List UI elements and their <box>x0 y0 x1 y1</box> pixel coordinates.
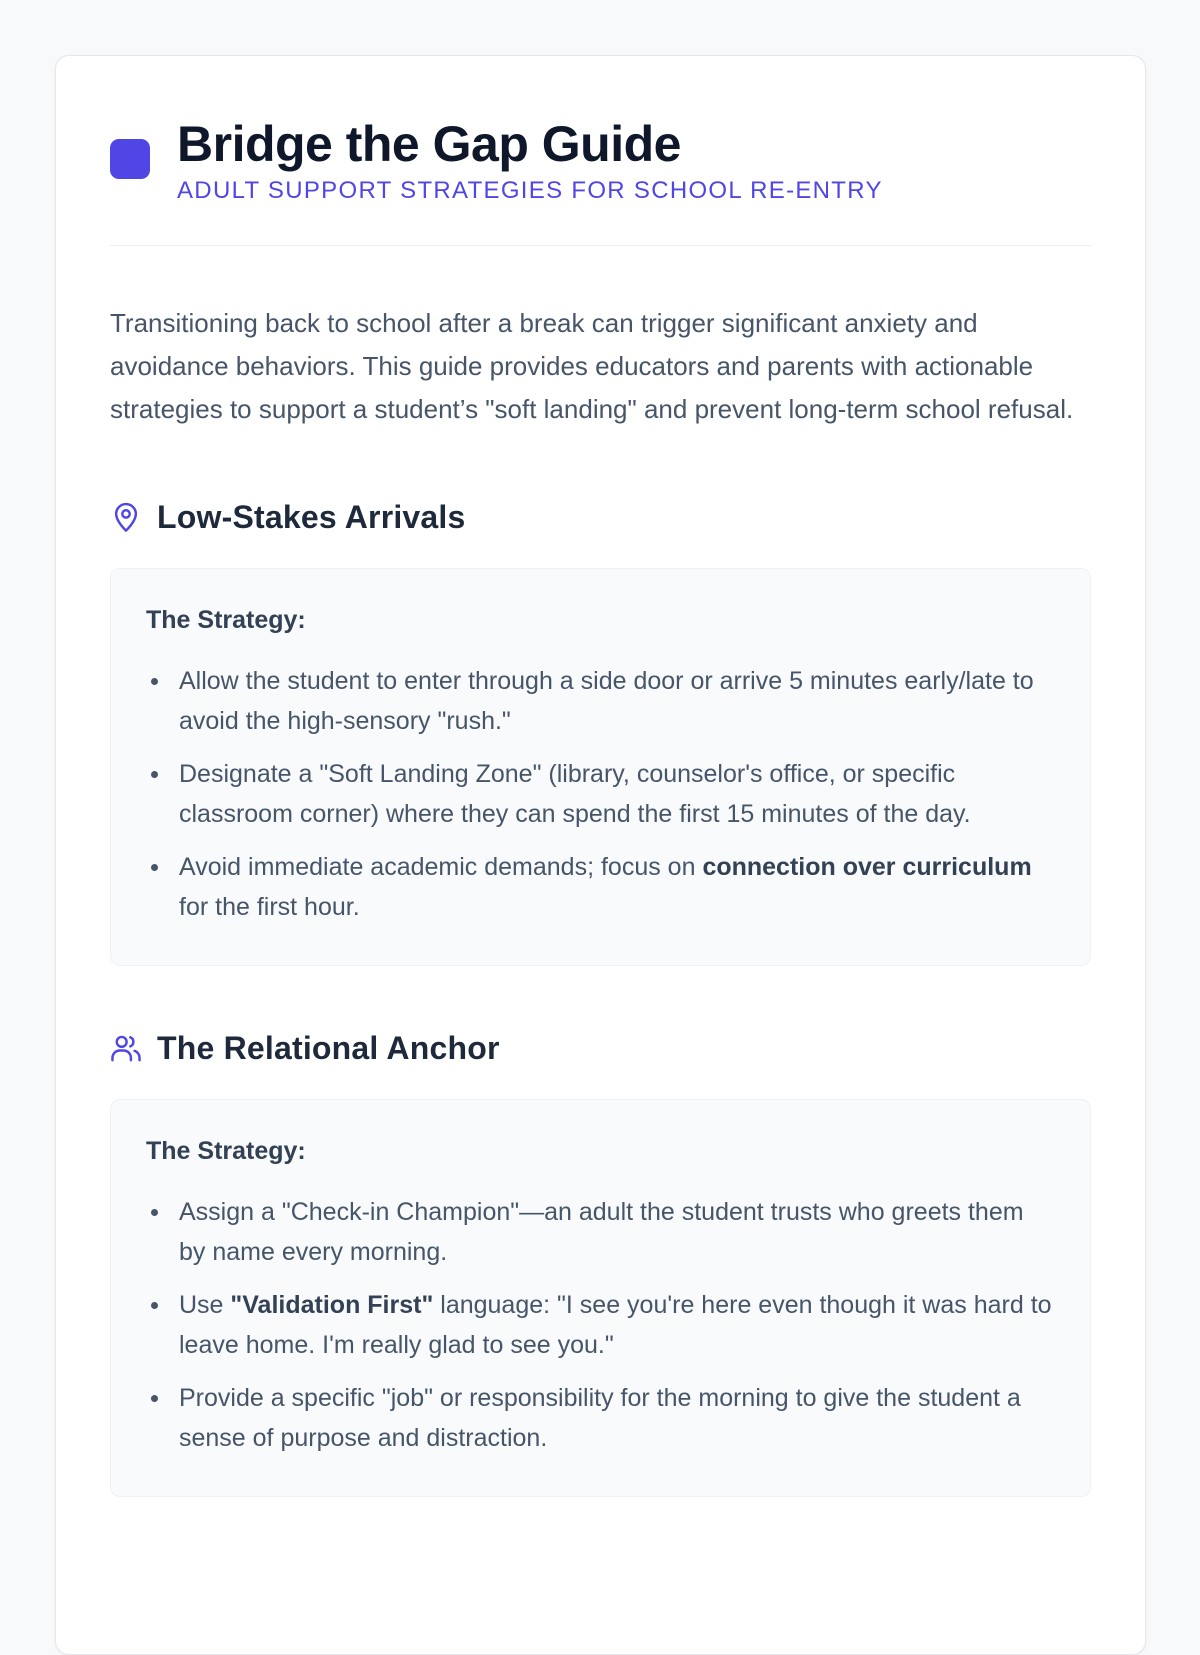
title-block <box>177 114 883 206</box>
strategy-list <box>146 1192 1056 1458</box>
users-icon <box>110 1032 142 1064</box>
section-heading-low-stakes-arrivals <box>110 497 1091 537</box>
list-item: Designate a "Soft Landing Zone" (library, counselor's office, or specific classroom corner) where they can spend the first 15 minutes of the day. <box>146 754 1056 834</box>
section-title: The Relational Anchor <box>157 1029 500 1066</box>
list-item: Assign a "Check-in Champion"—an adult the student trusts who greets them by name every morning. <box>146 1192 1056 1272</box>
intro-paragraph: Transitioning back to school after a break can trigger significant anxiety and avoidance behaviors. This guide provides educators and parents with actionable strategies to support a student’s "soft landing" and prevent long-term school refusal. <box>110 308 1074 424</box>
strategy-box <box>110 1099 1091 1497</box>
strategy-box <box>110 568 1091 966</box>
page-title: Bridge the Gap Guide <box>177 116 681 172</box>
list-item: Provide a specific "job" or responsibility for the morning to give the student a sense of purpose and distraction. <box>146 1378 1056 1458</box>
strategy-list <box>146 661 1056 927</box>
page-subtitle: ADULT SUPPORT STRATEGIES FOR SCHOOL RE-ENTRY <box>177 177 883 204</box>
section-title: Low-Stakes Arrivals <box>157 498 466 535</box>
page-header <box>110 56 1091 246</box>
logo-square-icon <box>110 139 150 179</box>
list-item: Use "Validation First" language: "I see you're here even though it was hard to leave home. I'm really glad to see you." <box>146 1285 1056 1365</box>
strategy-label: The Strategy: <box>146 606 306 634</box>
list-item: Allow the student to enter through a side door or arrive 5 minutes early/late to avoid the high-sensory "rush." <box>146 661 1056 741</box>
map-pin-icon <box>110 501 142 533</box>
list-item: Avoid immediate academic demands; focus on connection over curriculum for the first hour. <box>146 847 1056 927</box>
strategy-label: The Strategy: <box>146 1137 306 1165</box>
guide-card <box>55 55 1146 1655</box>
section-heading-relational-anchor <box>110 1028 1091 1068</box>
